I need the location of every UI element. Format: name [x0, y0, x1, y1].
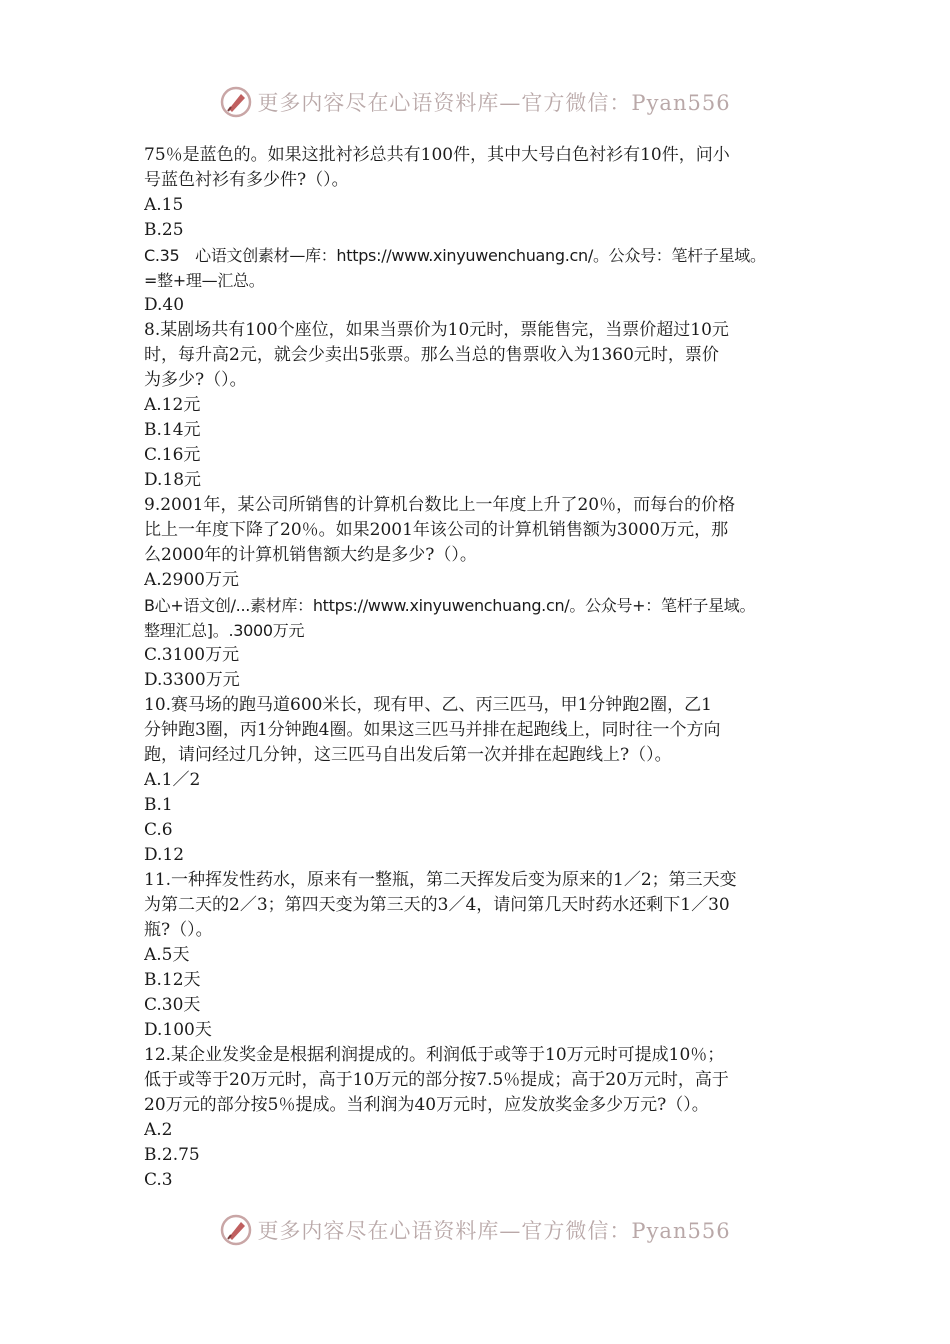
text-line: 时，每升高2元，就会少卖出5张票。那么当总的售票收入为1360元时，票价 — [144, 345, 719, 365]
text-line: 跑，请问经过几分钟，这三匹马自出发后第一次并排在起跑线上?（）。 — [144, 745, 672, 765]
text-line: 号蓝色衬衫有多少件?（）。 — [144, 170, 349, 190]
text-line: 为第二天的2／3；第四天变为第三天的3／4，请问第几天时药水还剩下1／30 — [144, 895, 730, 915]
text-line: 75％是蓝色的。如果这批衬衫总共有100件，其中大号白色衬衫有10件，问小 — [144, 145, 730, 165]
text-line: D.18元 — [144, 470, 202, 490]
text-line: 10.赛马场的跑马道600米长，现有甲、乙、丙三匹马，甲1分钟跑2圈，乙1 — [144, 695, 712, 715]
text-line: A.12元 — [144, 395, 201, 415]
text-line: 低于或等于20万元时，高于10万元的部分按7.5％提成；高于20万元时，高于 — [144, 1070, 729, 1090]
text-line: C.16元 — [144, 445, 201, 465]
text-line: 9.2001年，某公司所销售的计算机台数比上一年度上升了20％，而每台的价格 — [144, 495, 736, 515]
header-watermark-banner — [0, 82, 950, 122]
text-line: 分钟跑3圈，丙1分钟跑4圈。如果这三匹马并排在起跑线上，同时往一个方向 — [144, 720, 721, 740]
text-line: 8.某剧场共有100个座位，如果当票价为10元时，票能售完，当票价超过10元 — [144, 320, 729, 340]
text-line: 比上一年度下降了20％。如果2001年该公司的计算机销售额为3000万元，那 — [144, 520, 729, 540]
text-line: D.12 — [144, 845, 185, 865]
text-line: A.2 — [144, 1120, 173, 1140]
text-line: D.100天 — [144, 1020, 212, 1040]
watermark-ad-line: C.35 心语文创素材—库：https://www.xinyuwenchuang.cn/。公众号：笔杆子星域。 — [144, 246, 766, 265]
text-line: A.2900万元 — [144, 570, 239, 590]
text-line: 12.某企业发奖金是根据利润提成的。利润低于或等于10万元时可提成10％； — [144, 1045, 725, 1065]
text-line: D.40 — [144, 295, 185, 315]
text-line: 瓶?（）。 — [144, 920, 213, 940]
watermark-ad-line: 整理汇总]。.3000万元 — [144, 621, 305, 640]
text-line: 为多少?（）。 — [144, 370, 247, 390]
text-line: A.15 — [144, 195, 184, 215]
text-line: D.3300万元 — [144, 670, 240, 690]
text-line: B.2.75 — [144, 1145, 200, 1165]
watermark-ad-line: B心+语文创/...素材库：https://www.xinyuwenchuang.cn/。公众号+：笔杆子星域。 — [144, 596, 756, 615]
text-line: C.3100万元 — [144, 645, 240, 665]
watermark-ad-line: =整+理—汇总。 — [144, 271, 265, 290]
text-line: C.6 — [144, 820, 173, 840]
text-line: A.5天 — [144, 945, 190, 965]
text-line: C.30天 — [144, 995, 201, 1015]
text-line: A.1／2 — [144, 770, 201, 790]
text-line: B.1 — [144, 795, 173, 815]
footer-banner-text: 更多内容尽在心语资料库—官方微信：Pyan556 — [257, 1219, 731, 1243]
text-line: B.25 — [144, 220, 184, 240]
text-line: 么2000年的计算机销售额大约是多少?（）。 — [144, 545, 477, 565]
text-line: 11.一种挥发性药水，原来有一整瓶，第二天挥发后变为原来的1／2；第三天变 — [144, 870, 737, 890]
text-line: 20万元的部分按5％提成。当利润为40万元时，应发放奖金多少万元?（）。 — [144, 1095, 709, 1115]
pen-nib-logo-icon — [219, 85, 253, 119]
document-body — [144, 143, 814, 1193]
text-line: B.14元 — [144, 420, 201, 440]
text-line: C.3 — [144, 1170, 173, 1190]
pen-nib-logo-icon — [219, 1213, 253, 1247]
header-banner-text: 更多内容尽在心语资料库—官方微信：Pyan556 — [257, 91, 731, 115]
footer-watermark-banner — [0, 1210, 950, 1250]
text-line: B.12天 — [144, 970, 201, 990]
